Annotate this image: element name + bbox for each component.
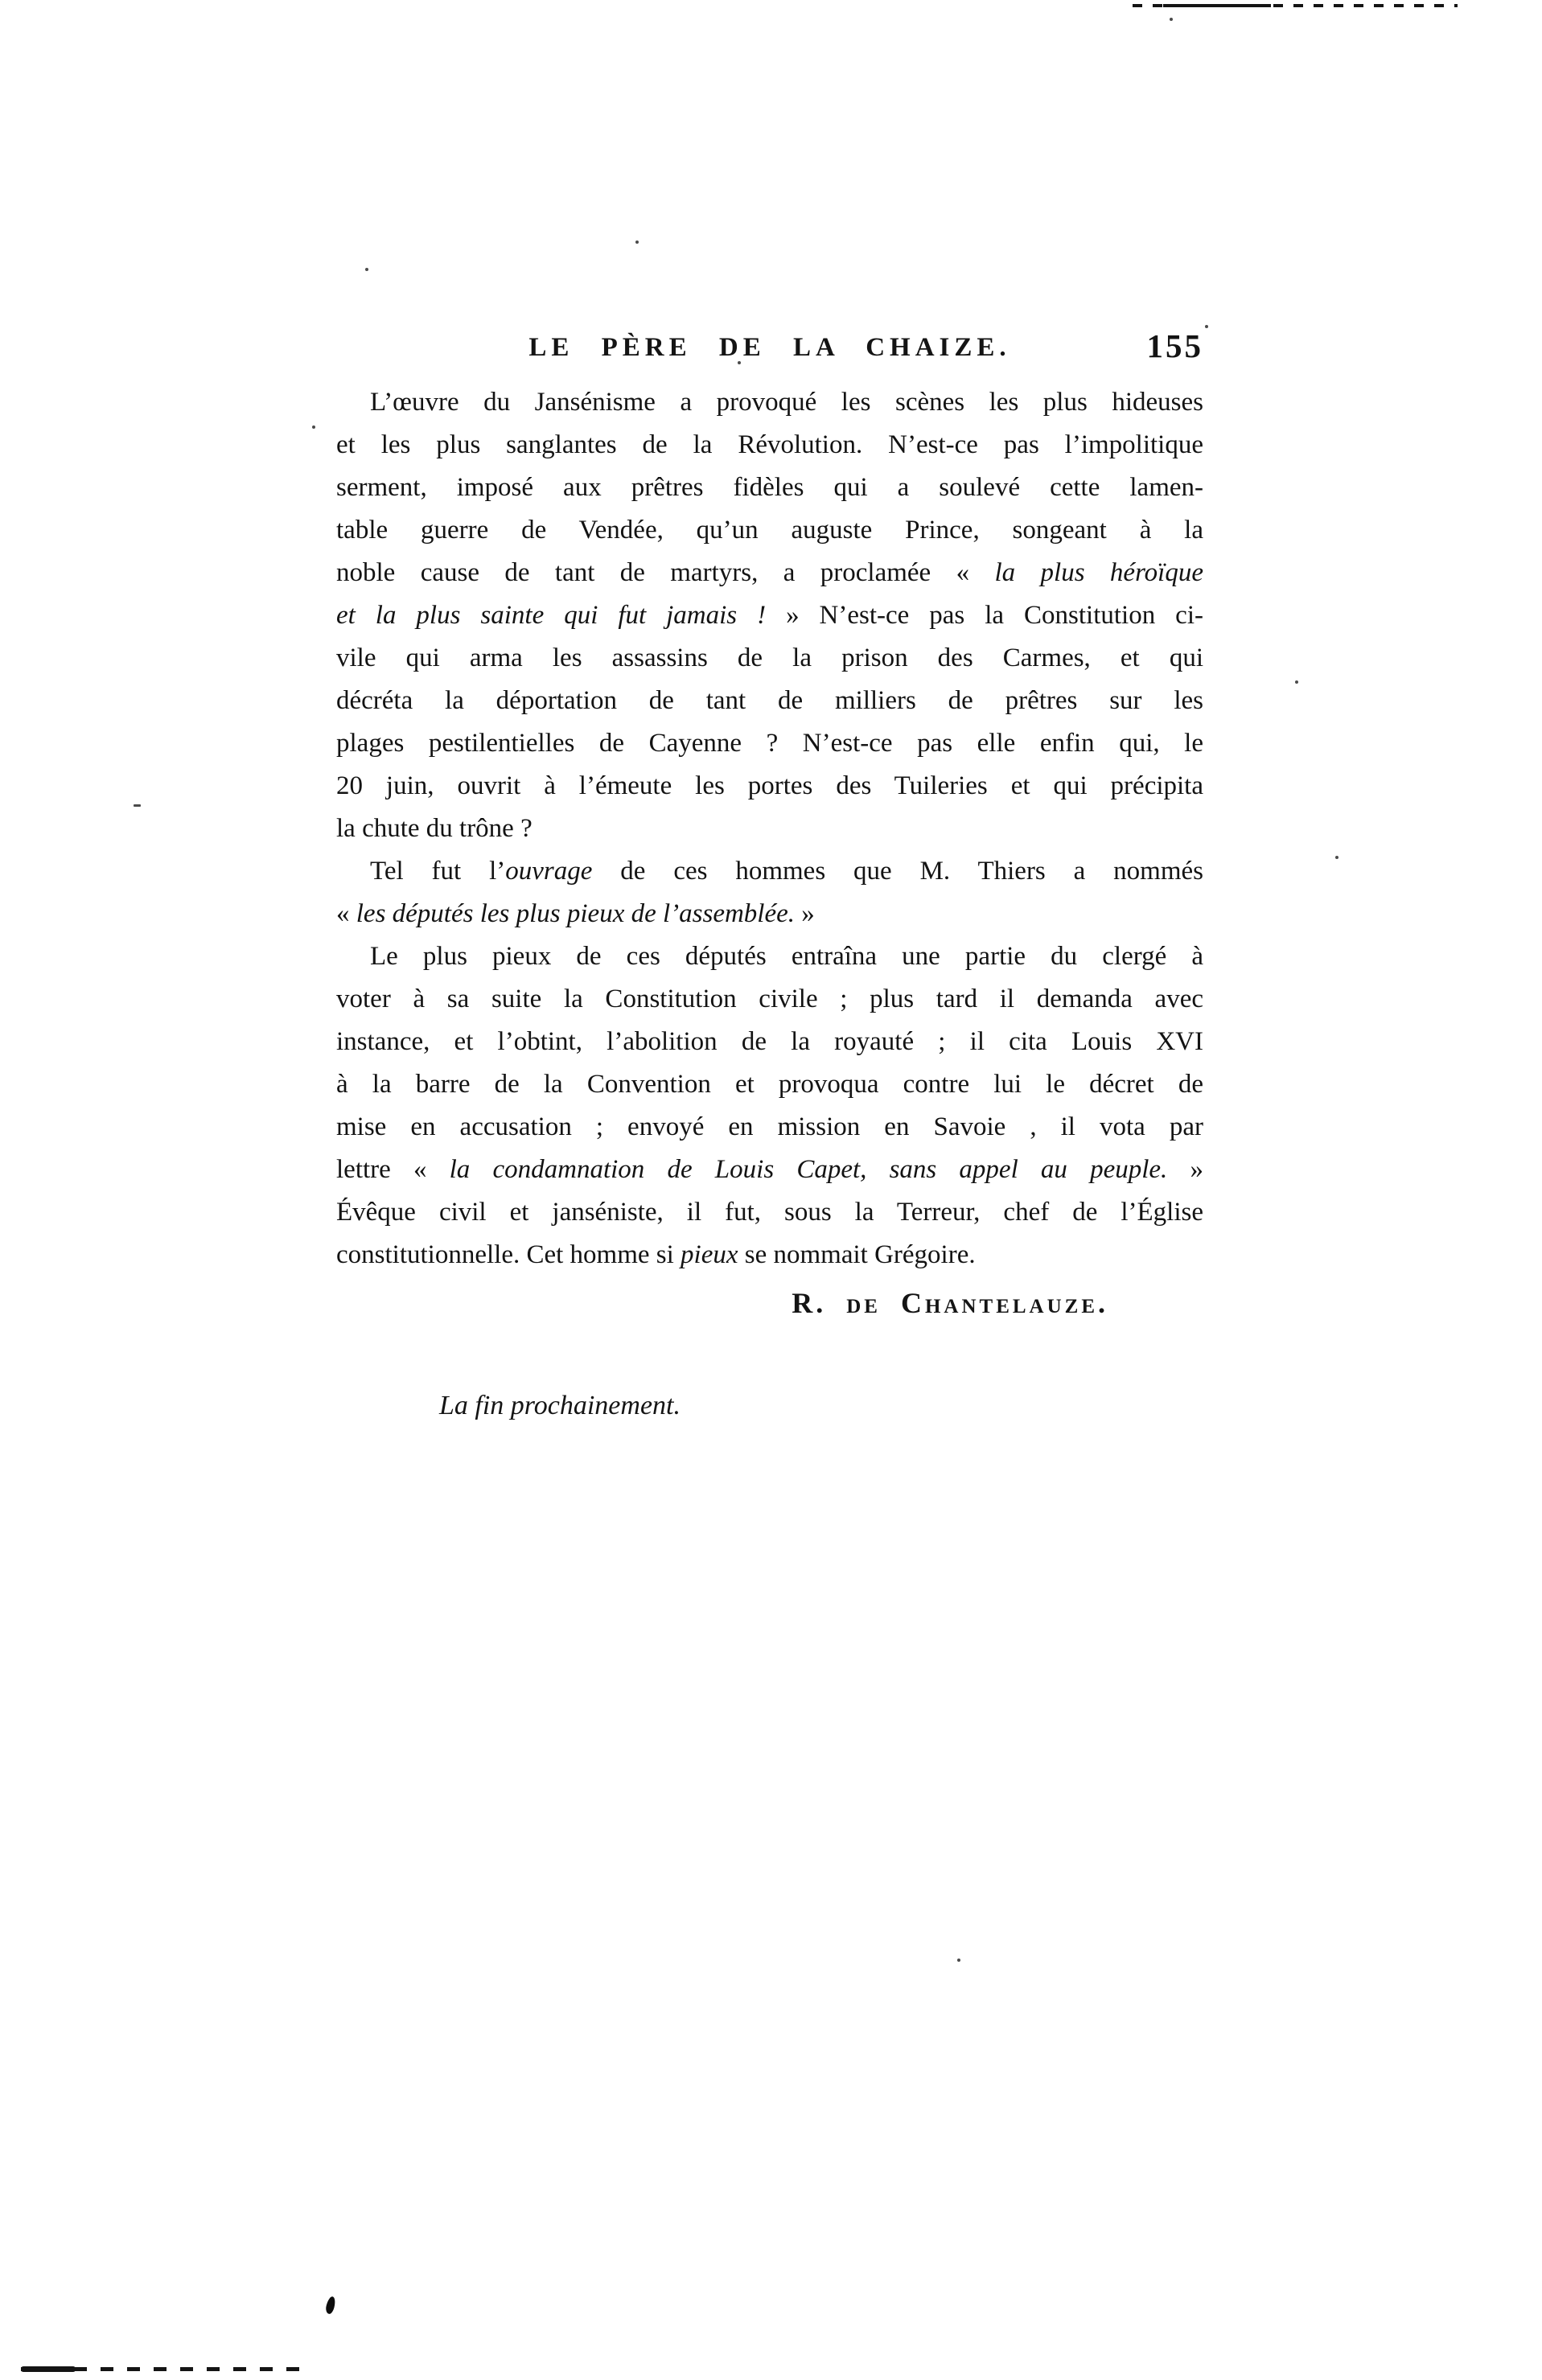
italic-text-segment: la plus héroïque [994,558,1203,587]
text-segment: Évêque civil et janséniste, il fut, sous la Terreur, chef de l’Église [336,1198,1203,1227]
text-block [336,327,1204,1424]
text-segment: lettre « [336,1155,450,1184]
text-segment: et les plus sanglantes de la Révolution. N’est-ce pas l’impolitique [336,430,1203,459]
italic-text-segment: et la plus sainte qui fut jamais ! [336,601,767,630]
text-segment: se nommait Grégoire. [738,1240,976,1269]
scan-artifact-dashed-line-top-right [1133,4,1458,7]
ink-speck [134,804,141,807]
ink-speck [635,240,639,244]
text-segment: » N’est-ce pas la Constitution ci- [766,601,1203,630]
text-line [336,552,1203,594]
text-segment: la chute du trône ? [336,814,533,843]
text-line [336,1234,1203,1276]
ink-speck [1335,856,1338,859]
closing-note: La fin prochainement. [439,1391,681,1420]
scan-artifact-dashed-line-bottom-left [21,2367,307,2371]
text-line [336,637,1203,680]
text-line [336,1106,1203,1149]
text-segment: à la barre de la Convention et provoqua contre lui le décret de [336,1070,1203,1099]
text-line [336,680,1203,722]
text-line [336,808,1203,850]
text-line [336,893,1203,935]
text-segment: » [1167,1155,1203,1184]
text-segment: Tel fut l’ [370,857,506,886]
text-segment: table guerre de Vendée, qu’un auguste Prince, songeant à la [336,516,1203,545]
text-line [336,1149,1203,1191]
text-line [336,467,1203,509]
text-segment: L’œuvre du Jansénisme a provoqué les scènes les plus hideuses [370,388,1203,417]
text-segment: noble cause de tant de martyrs, a proclamée « [336,558,995,587]
text-segment: vile qui arma les assassins de la prison des Carmes, et qui [336,643,1203,672]
text-segment: Le plus pieux de ces députés entraîna une partie du clergé à [370,942,1203,971]
ink-speck [1205,325,1208,328]
text-segment: » [795,899,815,928]
text-line [336,1021,1203,1063]
text-segment: « [336,899,356,928]
paragraphs [336,381,1203,1276]
text-line [336,381,1203,424]
text-segment: serment, imposé aux prêtres fidèles qui a soulevé cette lamen- [336,473,1203,502]
ink-speck [365,268,368,271]
author-signature: R. de Chantelauze. [792,1287,1108,1319]
text-segment: mise en accusation ; envoyé en mission en Savoie , il vota par [336,1112,1203,1141]
text-segment: de ces hommes que M. Thiers a nommés [592,857,1204,886]
text-line [336,722,1203,765]
text-segment: constitutionnelle. Cet homme si [336,1240,681,1269]
text-line [336,1191,1203,1234]
text-segment: décréta la déportation de tant de milliers de prêtres sur les [336,686,1203,715]
page-number: 155 [1146,327,1203,364]
running-head [336,327,1203,368]
text-line [336,509,1203,552]
text-line [336,1063,1203,1106]
ink-speck [1295,680,1298,684]
italic-text-segment: la condamnation de Louis Capet, sans appel au peuple. [449,1155,1168,1184]
text-segment: 20 juin, ouvrit à l’émeute les portes des Tuileries et qui précipita [336,771,1203,800]
italic-text-segment: ouvrage [505,857,593,886]
text-segment: instance, et l’obtint, l’abolition de la royauté ; il cita Louis XVI [336,1027,1203,1056]
text-line [336,424,1203,467]
italic-text-segment: les députés les plus pieux de l’assemblée. [356,899,796,928]
text-line [336,850,1203,893]
running-title: LE PÈRE DE LA CHAIZE. [528,333,1011,362]
text-segment: voter à sa suite la Constitution civile ; plus tard il demanda avec [336,984,1203,1013]
italic-text-segment: pieux [681,1240,738,1269]
text-line [336,935,1203,978]
ink-speck [1170,18,1173,21]
scan-artifact-ink-mark [324,2296,336,2315]
text-line [336,978,1203,1021]
text-segment: plages pestilentielles de Cayenne ? N’est-ce pas elle enfin qui, le [336,729,1203,758]
ink-speck [312,425,315,429]
ink-speck [957,1959,960,1962]
text-line [336,765,1203,808]
text-line [336,594,1203,637]
